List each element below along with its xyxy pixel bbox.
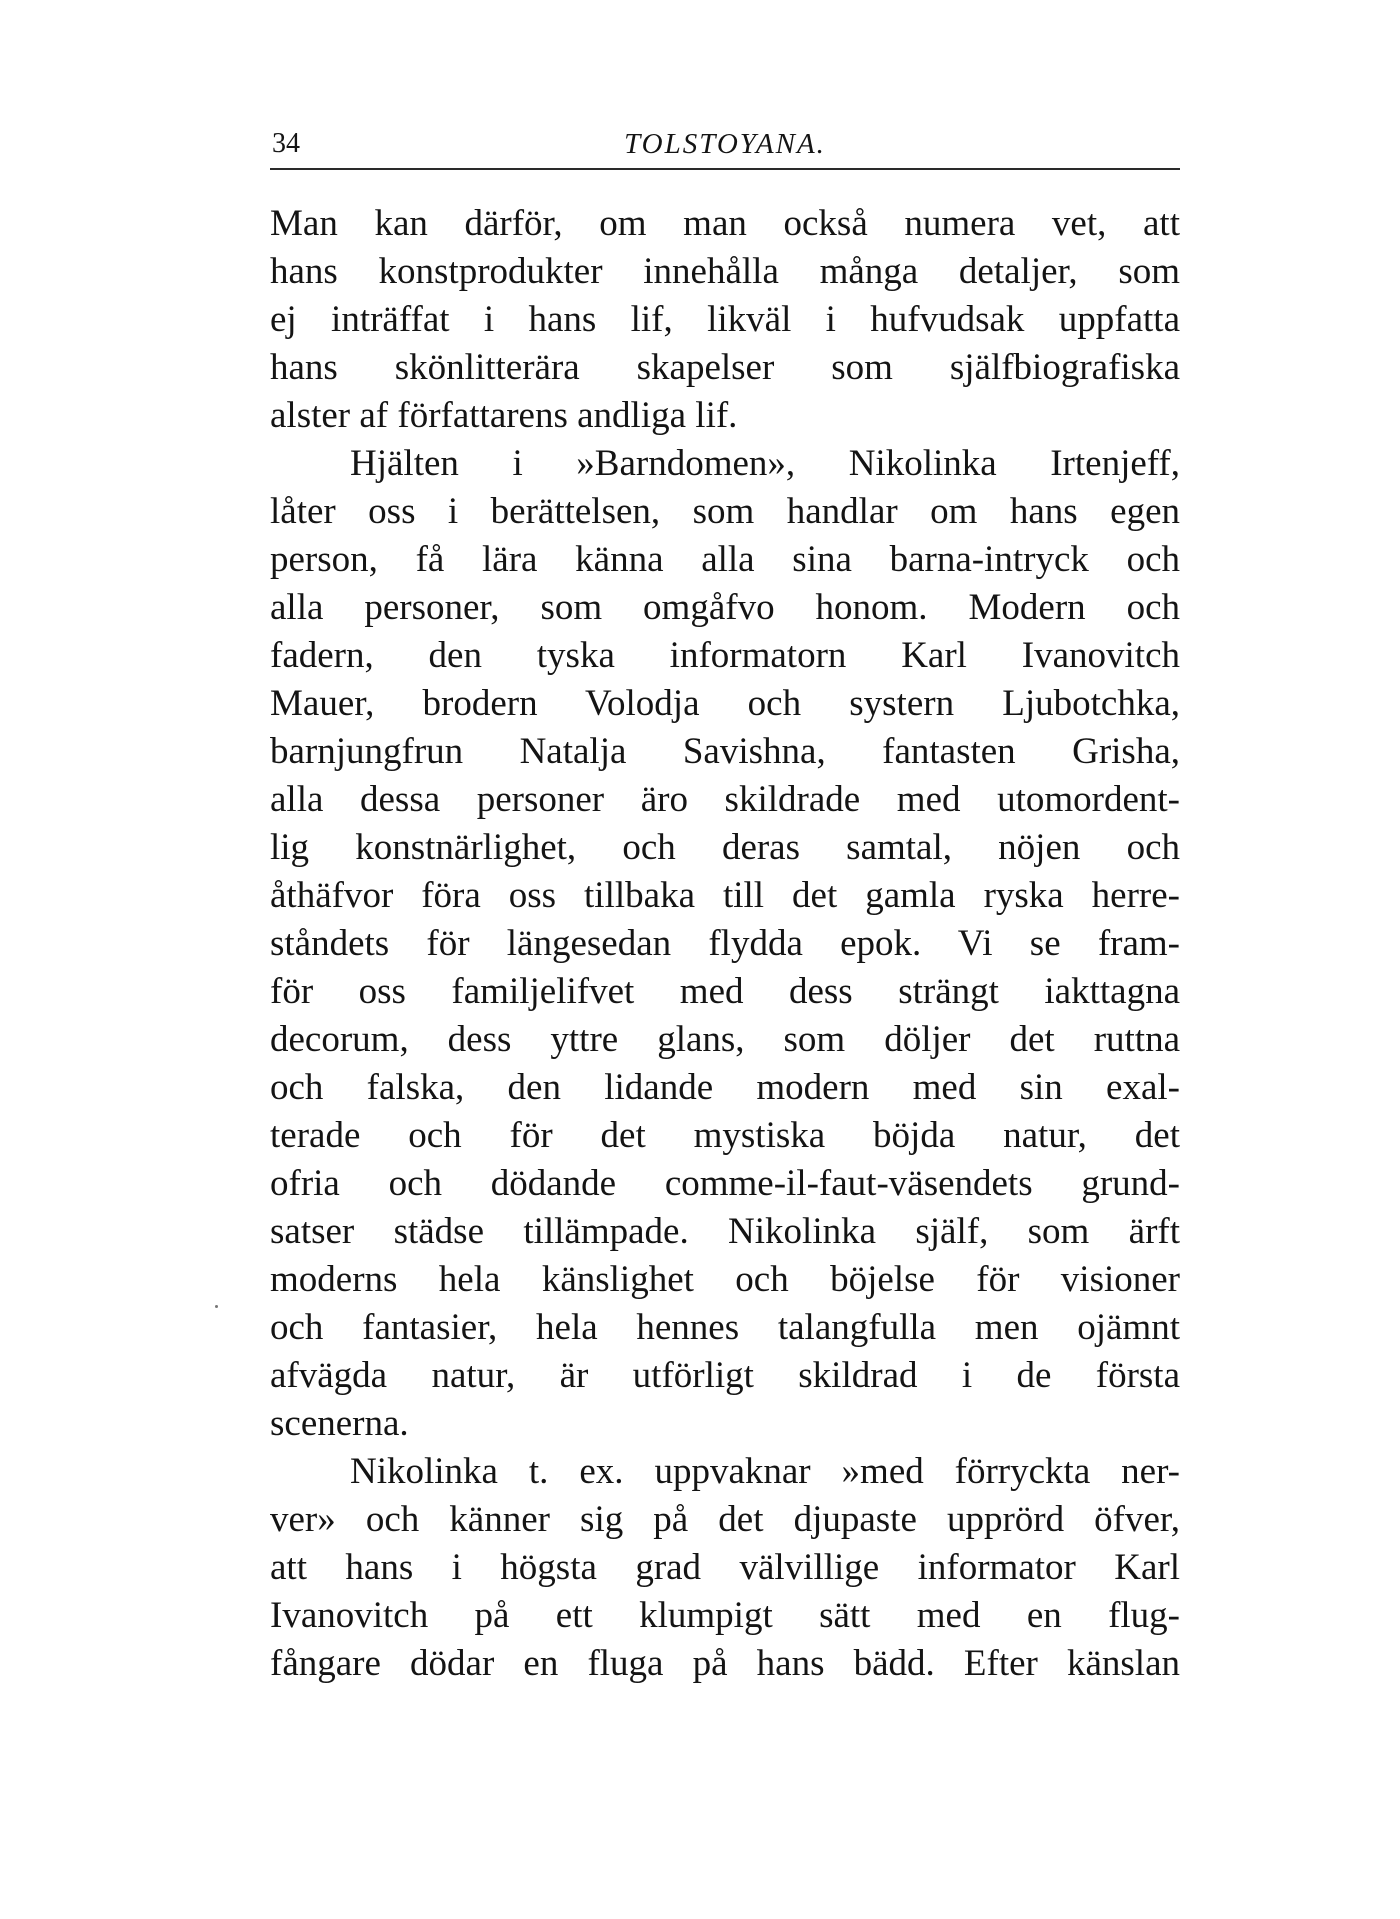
text-line: scenerna. [270,1403,409,1444]
page-header [270,128,1180,170]
text-line: alster af författarens andliga lif. [270,395,738,436]
text-line: att hans i högsta grad välvillige informator Karl [270,1547,1180,1588]
text-line: fadern, den tyska informatorn Karl Ivanovitch [270,635,1180,676]
text-line: ofria och dödande comme-il-faut-väsendets grund- [270,1163,1180,1204]
text-line: för oss familjelifvet med dess strängt iakttagna [270,971,1180,1012]
text-line: person, få lära känna alla sina barna-intryck och [270,539,1180,580]
text-line: lig konstnärlighet, och deras samtal, nöjen och [270,827,1180,868]
text-line: satser städse tillämpade. Nikolinka själf, som ärft [270,1211,1180,1252]
running-title: TOLSTOYANA. [624,128,826,160]
text-line: ej inträffat i hans lif, likväl i hufvudsak uppfatta [270,299,1180,340]
text-line: Ivanovitch på ett klumpigt sätt med en flug- [270,1595,1180,1636]
page-number: 34 [272,128,300,159]
text-line: ver» och känner sig på det djupaste upprörd öfver, [270,1499,1180,1540]
text-line: moderns hela känslighet och böjelse för visioner [270,1259,1180,1300]
text-line: Hjälten i »Barndomen», Nikolinka Irtenjeff, [350,443,1180,484]
text-line: Man kan därför, om man också numera vet, att [270,203,1180,244]
text-line: barnjungfrun Natalja Savishna, fantasten Grisha, [270,731,1180,772]
text-line: terade och för det mystiska böjda natur, det [270,1115,1180,1156]
text-line: åthäfvor föra oss tillbaka till det gamla ryska herre- [270,875,1180,916]
text-line: Nikolinka t. ex. uppvaknar »med förryckta ner- [350,1451,1180,1492]
text-line: Mauer, brodern Volodja och systern Ljubotchka, [270,683,1180,724]
text-line: låter oss i berättelsen, som handlar om hans egen [270,491,1180,532]
text-line: och fantasier, hela hennes talangfulla men ojämnt [270,1307,1180,1348]
text-line: alla dessa personer äro skildrade med utomordent- [270,779,1180,820]
text-line: fångare dödar en fluga på hans bädd. Efter känslan [270,1643,1180,1684]
margin-speck [215,1305,218,1308]
text-line: decorum, dess yttre glans, som döljer det ruttna [270,1019,1180,1060]
text-line: afvägda natur, är utförligt skildrad i de första [270,1355,1180,1396]
text-line: och falska, den lidande modern med sin exal- [270,1067,1180,1108]
text-line: alla personer, som omgåfvo honom. Modern och [270,587,1180,628]
body-text [270,200,1180,1688]
text-line: ståndets för längesedan flydda epok. Vi se fram- [270,923,1180,964]
text-line: hans konstprodukter innehålla många detaljer, som [270,251,1180,292]
text-line: hans skönlitterära skapelser som själfbiografiska [270,347,1180,388]
